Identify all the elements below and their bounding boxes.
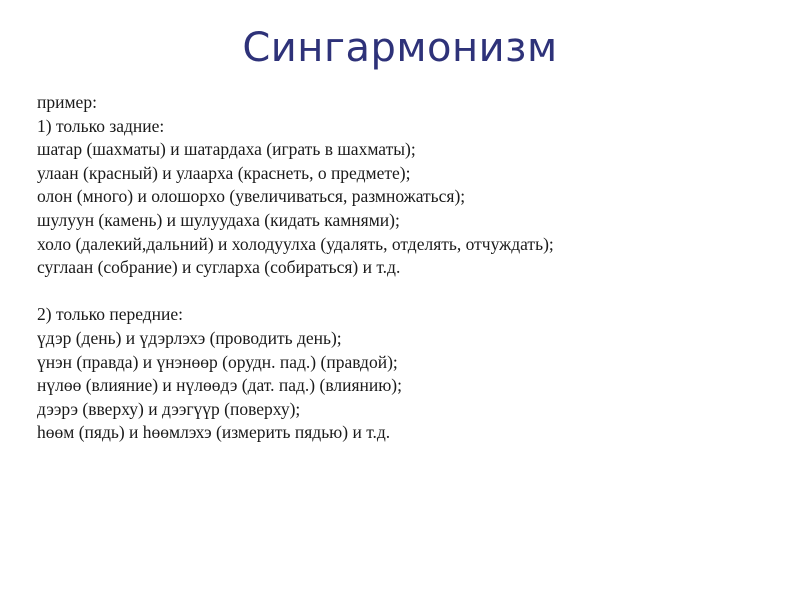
section-spacer [37,280,777,304]
example-line: нүлөө (влияние) и нүлөөдэ (дат. пад.) (влиянию); [37,375,402,396]
example-line: суглаан (собрание) и сугларха (собираться) и т.д. [37,257,401,278]
example-line: шулуун (камень) и шулуудаха (кидать камнями); [37,209,400,230]
intro-line: пример: [37,92,97,112]
example-line: дээрэ (вверху) и дээгүүр (поверху); [37,398,301,419]
example-line: олон (много) и олошорхо (увеличиваться, размножаться); [37,186,466,207]
section-2-heading: 2) только передние: [37,304,184,325]
example-line: шатар (шахматы) и шатардаха (играть в шахматы); [37,139,416,160]
example-line: улаан (красный) и улаарха (краснеть, о предмете); [37,162,411,183]
slide-body [37,91,777,445]
example-line: холо (далекий,дальний) и холодуулха (удалять, отделять, отчуждать); [37,233,554,254]
example-line: үдэр (день) и үдэрлэхэ (проводить день); [37,327,342,348]
example-line: үнэн (правда) и үнэнөөр (орудн. пад.) (правдой); [37,351,398,372]
example-line: һөөм (пядь) и һөөмлэхэ (измерить пядью) и т.д. [37,422,391,443]
slide-title: Сингармонизм [242,25,558,71]
section-1-heading: 1) только задние: [37,115,165,136]
